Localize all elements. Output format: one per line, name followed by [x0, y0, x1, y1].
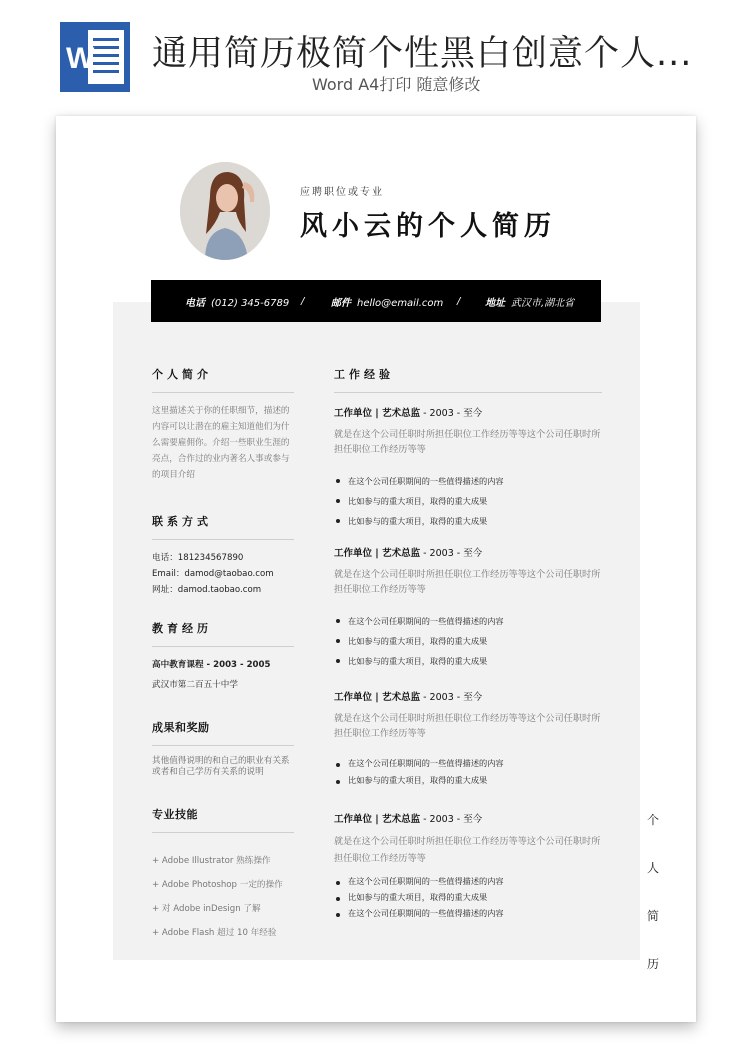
phone-label: 电话 — [185, 297, 205, 309]
apply-position-label: 应聘职位或专业 — [300, 187, 384, 198]
job-title: 工作单位 | 艺术总监 - 2003 - 至今 — [334, 408, 483, 419]
list-item: 在这个公司任职期间的一些值得描述的内容 — [334, 755, 602, 772]
contact-info-section — [152, 513, 294, 598]
list-item: 比如参与的重大项目，取得的重大成果 — [334, 651, 602, 671]
awards-text: 其他值得说明的和自己的职业有关系或者和自己学历有关系的说明 — [152, 756, 290, 777]
contact-bar — [151, 280, 601, 322]
job-bullets — [334, 611, 602, 671]
list-item: 比如参与的重大项目，取得的重大成果 — [334, 889, 602, 905]
address-value: 武汉市,湖北省 — [511, 297, 575, 309]
list-item: 比如参与的重大项目，取得的重大成果 — [334, 631, 602, 651]
job-title: 工作单位 | 艺术总监 - 2003 - 至今 — [334, 548, 483, 559]
job-title: 工作单位 | 艺术总监 - 2003 - 至今 — [334, 692, 483, 703]
job-bullets — [334, 873, 602, 921]
section-title: 成果和奖励 — [152, 719, 294, 746]
skill-item: + 对 Adobe inDesign 了解 — [152, 904, 261, 914]
left-column — [152, 366, 294, 945]
vertical-title — [646, 796, 660, 988]
job-description: 就是在这个公司任职时所担任职位工作经历等等这个公司任职时所担任职位工作经历等等 — [334, 569, 601, 595]
contact-info-site: 网址：damod.taobao.com — [152, 585, 262, 595]
list-item: 在这个公司任职期间的一些值得描述的内容 — [334, 905, 602, 921]
list-item: 比如参与的重大项目，取得的重大成果 — [334, 772, 602, 789]
contact-email — [331, 294, 443, 309]
list-item: 在这个公司任职期间的一些值得描述的内容 — [334, 873, 602, 889]
vertical-char: 个 — [646, 813, 659, 827]
contact-phone — [185, 294, 289, 309]
avatar — [180, 162, 270, 260]
contact-info-phone: 电话：181234567890 — [152, 553, 244, 563]
job-bullets — [334, 471, 602, 531]
portrait-image — [180, 162, 270, 260]
contact-separator: / — [301, 295, 305, 307]
section-title: 个人简介 — [152, 366, 294, 393]
banner-title: 通用简历极简个性黑白创意个人... — [152, 34, 693, 74]
job-description: 就是在这个公司任职时所担任职位工作经历等等这个公司任职时所担任职位工作经历等等 — [334, 713, 601, 739]
banner-subtitle: Word A4打印 随意修改 — [312, 75, 481, 94]
email-label: 邮件 — [331, 297, 351, 309]
email-value: hello@email.com — [357, 297, 444, 309]
skill-item: + Adobe Illustrator 熟练操作 — [152, 856, 271, 866]
awards-section — [152, 719, 294, 778]
page-banner — [0, 0, 750, 110]
job-entry — [334, 405, 602, 531]
education-course: 高中教育课程 - 2003 - 2005 — [152, 660, 271, 670]
job-entry — [334, 545, 602, 671]
vertical-char: 人 — [646, 861, 659, 875]
job-description: 就是在这个公司任职时所担任职位工作经历等等这个公司任职时所担任职位工作经历等等 — [334, 836, 601, 864]
vertical-char: 历 — [646, 957, 659, 971]
list-item: 在这个公司任职期间的一些值得描述的内容 — [334, 471, 602, 491]
contact-address — [485, 294, 574, 309]
section-title: 专业技能 — [152, 806, 294, 833]
job-entry — [334, 689, 602, 789]
word-icon — [60, 22, 130, 92]
contact-separator: / — [457, 295, 461, 307]
job-title: 工作单位 | 艺术总监 - 2003 - 至今 — [334, 814, 483, 825]
section-title: 教育经历 — [152, 620, 294, 647]
skills-section — [152, 806, 294, 945]
section-title: 工作经验 — [334, 366, 602, 393]
education-school: 武汉市第二百五十中学 — [152, 680, 238, 690]
job-bullets — [334, 755, 602, 789]
vertical-char: 简 — [646, 909, 659, 923]
resume-name: 风小云的个人简历 — [300, 211, 556, 242]
skill-item: + Adobe Flash 超过 10 年经验 — [152, 928, 277, 938]
resume-page — [56, 116, 696, 1022]
list-item: 比如参与的重大项目，取得的重大成果 — [334, 511, 602, 531]
profile-section — [152, 366, 294, 483]
contact-info-email: Email：damod@taobao.com — [152, 569, 274, 579]
section-title: 联系方式 — [152, 513, 294, 540]
phone-value: (012) 345-6789 — [211, 297, 290, 309]
education-section — [152, 620, 294, 693]
skill-item: + Adobe Photoshop 一定的操作 — [152, 880, 283, 890]
profile-text: 这里描述关于你的任职细节，描述的内容可以让潜在的雇主知道他们为什么需要雇佣你。介绍一些职业生涯的亮点，合作过的业内著名人事或参与的项目介绍 — [152, 406, 290, 480]
job-description: 就是在这个公司任职时所担任职位工作经历等等这个公司任职时所担任职位工作经历等等 — [334, 429, 601, 455]
list-item: 比如参与的重大项目，取得的重大成果 — [334, 491, 602, 511]
right-column — [334, 366, 602, 921]
address-label: 地址 — [485, 297, 505, 309]
job-entry — [334, 811, 602, 921]
word-icon-letter: W — [66, 42, 95, 75]
list-item: 在这个公司任职期间的一些值得描述的内容 — [334, 611, 602, 631]
